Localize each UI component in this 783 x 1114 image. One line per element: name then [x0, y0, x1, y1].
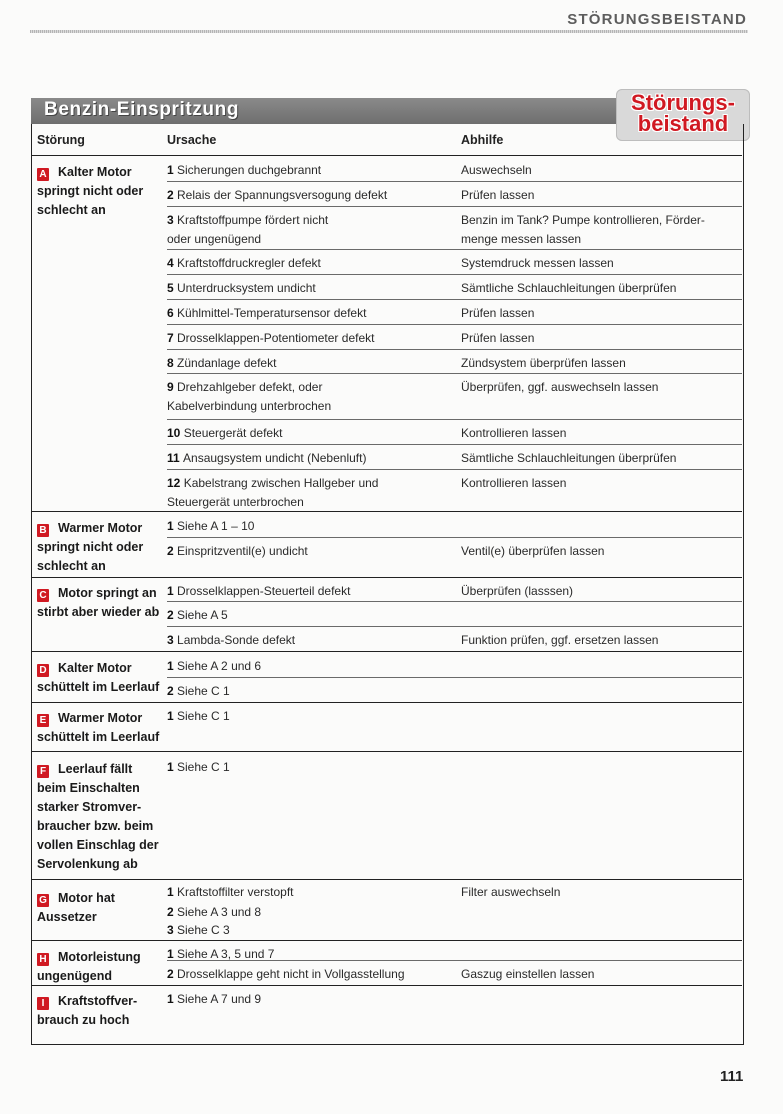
- cause-line: [167, 449, 442, 468]
- cause-cell: [167, 990, 442, 1009]
- fault-label-text: Warmer Motor: [58, 521, 143, 535]
- cause-number: 10: [167, 426, 184, 440]
- cause-line: [167, 474, 442, 493]
- row-divider: [167, 469, 742, 470]
- cause-text: Kraftstoffilter verstopft: [177, 885, 294, 899]
- fault-label: [37, 163, 165, 220]
- cause-number: 2: [167, 905, 178, 919]
- row-divider: [167, 373, 742, 374]
- cause-line: [167, 631, 442, 650]
- fix-cell: [461, 378, 739, 397]
- fault-label-line: [37, 201, 165, 220]
- fix-cell: [461, 254, 739, 273]
- fault-letter-badge: D: [37, 664, 49, 677]
- cause-cell: [167, 682, 442, 701]
- fix-cell: [461, 474, 739, 493]
- fix-cell: [461, 424, 739, 443]
- cause-text: Kabelstrang zwischen Hallgeber und: [183, 476, 379, 490]
- fault-label-text: ungenügend: [37, 969, 112, 983]
- fix-cell: [461, 279, 739, 298]
- section-title: STÖRUNGSBEISTAND: [559, 11, 747, 28]
- cause-cell: [167, 474, 442, 512]
- fix-line: Überprüfen (lasssen): [461, 584, 574, 598]
- cause-cell: [167, 161, 442, 180]
- fault-letter-badge: G: [37, 894, 49, 907]
- cause-line: [167, 424, 442, 443]
- fix-cell: [461, 161, 739, 180]
- fault-label-line: [37, 659, 165, 678]
- cause-number: 1: [167, 947, 178, 961]
- column-header-fix: Abhilfe: [461, 133, 504, 147]
- fault-label-line: [37, 603, 165, 622]
- cause-number: 1: [167, 659, 178, 673]
- fault-label-text: Motor springt an: [58, 586, 157, 600]
- cause-line: [167, 230, 442, 249]
- cause-cell: [167, 279, 442, 298]
- cause-line: [167, 921, 442, 940]
- fault-label-text: Motorleistung: [58, 950, 141, 964]
- fix-line: Überprüfen, ggf. auswechseln lassen: [461, 380, 659, 394]
- cause-line: [167, 945, 442, 964]
- fix-line: menge messen lassen: [461, 232, 582, 246]
- cause-line: [167, 161, 442, 180]
- fix-line: Funktion prüfen, ggf. ersetzen lassen: [461, 633, 659, 647]
- fix-line: Kontrollieren lassen: [461, 476, 567, 490]
- fault-label-line: [37, 1011, 165, 1030]
- fault-label-line: [37, 967, 165, 986]
- row-divider: [167, 206, 742, 207]
- fault-label-text: Kraftstoffver-: [58, 994, 138, 1008]
- fix-line: Prüfen lassen: [461, 188, 535, 202]
- fault-label-line: [37, 992, 165, 1011]
- cause-line: [167, 254, 442, 273]
- badge-line-2: beistand: [637, 111, 729, 136]
- cause-text: Steuergerät defekt: [183, 426, 283, 440]
- cause-line: [167, 707, 442, 726]
- fault-label-line: [37, 728, 165, 747]
- fix-line: Gaszug einstellen lassen: [461, 967, 595, 981]
- fault-label-text: Leerlauf fällt: [58, 762, 133, 776]
- fault-label-text: stirbt aber wieder ab: [37, 605, 160, 619]
- fault-label: [37, 760, 165, 874]
- cause-number: 7: [167, 331, 178, 345]
- cause-text: Siehe A 3 und 8: [177, 905, 262, 919]
- cause-cell: [167, 517, 442, 536]
- cause-number: 12: [167, 476, 184, 490]
- row-divider: [167, 274, 742, 275]
- cause-line: [167, 990, 442, 1009]
- cause-number: 3: [167, 213, 178, 227]
- cause-line: [167, 903, 442, 922]
- cause-text: Kühlmittel-Temperatursensor defekt: [177, 306, 367, 320]
- fault-label: [37, 659, 165, 697]
- fault-label-text: Warmer Motor: [58, 711, 143, 725]
- row-divider: [31, 155, 742, 156]
- row-divider: [31, 651, 742, 652]
- fault-letter-badge: E: [37, 714, 49, 727]
- cause-line: [167, 517, 442, 536]
- cause-text: Einspritzventil(e) undicht: [177, 544, 308, 558]
- fix-line: Filter auswechseln: [461, 885, 561, 899]
- fault-label-line: [37, 948, 165, 967]
- cause-line: [167, 682, 442, 701]
- row-divider: [31, 577, 742, 578]
- fix-line: Auswechseln: [461, 163, 532, 177]
- cause-cell: [167, 378, 442, 416]
- fault-label-line: [37, 760, 165, 779]
- fault-label-line: [37, 908, 165, 927]
- cause-line: [167, 329, 442, 348]
- cause-text: Sicherungen duchgebrannt: [177, 163, 322, 177]
- cause-cell: [167, 354, 442, 373]
- cause-number: 6: [167, 306, 178, 320]
- cause-number: 2: [167, 544, 178, 558]
- row-divider: [31, 702, 742, 703]
- fault-label-text: Motor hat: [58, 891, 115, 905]
- cause-text: oder ungenügend: [167, 232, 262, 246]
- cause-text: Drosselklappe geht nicht in Vollgasstellung: [177, 967, 405, 981]
- row-divider: [167, 677, 742, 678]
- cause-text: Kabelverbindung unterbrochen: [167, 399, 332, 413]
- cause-number: 1: [167, 519, 178, 533]
- banner-title: Benzin-Einspritzung: [44, 99, 240, 120]
- fault-letter-badge: B: [37, 524, 49, 537]
- cause-cell: [167, 657, 442, 676]
- cause-line: [167, 186, 442, 205]
- cause-cell: [167, 606, 442, 625]
- fix-line: Sämtliche Schlauchleitungen überprüfen: [461, 281, 677, 295]
- row-divider: [167, 299, 742, 300]
- fault-letter-badge: H: [37, 953, 49, 966]
- fix-cell: [461, 354, 739, 373]
- cause-text: Drehzahlgeber defekt, oder: [177, 380, 323, 394]
- fault-label-text: brauch zu hoch: [37, 1013, 130, 1027]
- cause-line: [167, 582, 442, 601]
- fix-cell: [461, 304, 739, 323]
- fault-label: [37, 889, 165, 927]
- fault-label-text: schüttelt im Leerlauf: [37, 730, 160, 744]
- fault-label: [37, 948, 165, 986]
- cause-cell: [167, 921, 442, 940]
- row-divider: [167, 444, 742, 445]
- fix-line: Kontrollieren lassen: [461, 426, 567, 440]
- cause-line: [167, 883, 442, 902]
- fault-label-line: [37, 538, 165, 557]
- fault-label-text: schüttelt im Leerlauf: [37, 680, 160, 694]
- cause-text: Ansaugsystem undicht (Nebenluft): [183, 451, 367, 465]
- fault-label-text: beim Einschalten: [37, 781, 140, 795]
- cause-cell: [167, 707, 442, 726]
- fix-line: Sämtliche Schlauchleitungen überprüfen: [461, 451, 677, 465]
- cause-cell: [167, 329, 442, 348]
- cause-cell: [167, 424, 442, 443]
- cause-number: 3: [167, 633, 178, 647]
- fault-label: [37, 992, 165, 1030]
- cause-number: 8: [167, 356, 178, 370]
- row-divider: [167, 626, 742, 627]
- fault-label-line: [37, 709, 165, 728]
- cause-number: 1: [167, 885, 178, 899]
- cause-text: Kraftstoffpumpe fördert nicht: [177, 213, 329, 227]
- cause-number: 1: [167, 163, 178, 177]
- fault-label-line: [37, 836, 165, 855]
- fault-letter-badge: F: [37, 765, 49, 778]
- fault-label-line: [37, 678, 165, 697]
- cause-number: 4: [167, 256, 178, 270]
- cause-number: 2: [167, 684, 178, 698]
- cause-text: Siehe A 1 – 10: [177, 519, 255, 533]
- fault-label-text: springt nicht oder: [37, 184, 144, 198]
- cause-cell: [167, 903, 442, 922]
- fault-label: [37, 584, 165, 622]
- fix-line: Zündsystem überprüfen lassen: [461, 356, 626, 370]
- fault-label-line: [37, 584, 165, 603]
- cause-text: Siehe A 2 und 6: [177, 659, 262, 673]
- cause-cell: [167, 304, 442, 323]
- cause-text: Drosselklappen-Steuerteil defekt: [177, 584, 351, 598]
- cause-number: 1: [167, 760, 178, 774]
- fault-label-text: vollen Einschlag der: [37, 838, 159, 852]
- column-header-fault: Störung: [37, 133, 85, 147]
- fault-label-line: [37, 817, 165, 836]
- cause-line: [167, 378, 442, 397]
- cause-line: [167, 758, 442, 777]
- cause-cell: [167, 883, 442, 902]
- cause-cell: [167, 211, 442, 249]
- row-divider: [167, 249, 742, 250]
- fix-cell: [461, 542, 739, 561]
- fix-cell: [461, 631, 739, 650]
- fault-label-text: braucher bzw. beim: [37, 819, 154, 833]
- cause-text: Relais der Spannungsversogung defekt: [177, 188, 388, 202]
- cause-number: 1: [167, 709, 178, 723]
- cause-line: [167, 304, 442, 323]
- fix-line: Prüfen lassen: [461, 306, 535, 320]
- cause-cell: [167, 631, 442, 650]
- cause-cell: [167, 542, 442, 561]
- row-divider: [167, 181, 742, 182]
- fix-cell: [461, 582, 739, 601]
- cause-line: [167, 493, 442, 512]
- cause-number: 2: [167, 608, 178, 622]
- fault-label-text: Servolenkung ab: [37, 857, 138, 871]
- fault-label-line: [37, 779, 165, 798]
- cause-text: Zündanlage defekt: [177, 356, 277, 370]
- cause-number: 2: [167, 188, 178, 202]
- fix-cell: [461, 329, 739, 348]
- fault-label-text: springt nicht oder: [37, 540, 144, 554]
- cause-text: Drosselklappen-Potentiometer defekt: [177, 331, 375, 345]
- cause-number: 3: [167, 923, 178, 937]
- fix-line: Benzin im Tank? Pumpe kontrollieren, Förder-: [461, 213, 705, 227]
- cause-number: 5: [167, 281, 178, 295]
- header-rule: [30, 30, 748, 33]
- row-divider: [167, 324, 742, 325]
- cause-cell: [167, 758, 442, 777]
- fix-cell: [461, 449, 739, 468]
- cause-text: Siehe A 7 und 9: [177, 992, 262, 1006]
- cause-number: 9: [167, 380, 178, 394]
- row-divider: [167, 419, 742, 420]
- fix-cell: [461, 186, 739, 205]
- row-divider: [167, 537, 742, 538]
- fault-label-line: [37, 519, 165, 538]
- fault-letter-badge: I: [37, 997, 49, 1010]
- cause-cell: [167, 186, 442, 205]
- fix-cell: [461, 965, 739, 984]
- badge-line-1: Störungs-: [631, 90, 735, 115]
- cause-cell: [167, 582, 442, 601]
- cause-text: Siehe A 3, 5 und 7: [177, 947, 275, 961]
- page-number: 111: [720, 1068, 744, 1085]
- row-divider: [167, 601, 742, 602]
- cause-cell: [167, 449, 442, 468]
- fix-line: Prüfen lassen: [461, 331, 535, 345]
- fault-label-text: Aussetzer: [37, 910, 97, 924]
- cause-cell: [167, 965, 442, 984]
- row-divider: [31, 879, 742, 880]
- fault-label-line: [37, 557, 165, 576]
- cause-text: Siehe C 3: [177, 923, 230, 937]
- fault-label-line: [37, 798, 165, 817]
- fault-letter-badge: A: [37, 168, 49, 181]
- fault-label-line: [37, 855, 165, 874]
- fault-label-text: schlecht an: [37, 559, 106, 573]
- cause-number: 2: [167, 967, 178, 981]
- cause-line: [167, 965, 442, 984]
- fault-label-line: [37, 163, 165, 182]
- fix-cell: [461, 211, 739, 249]
- fault-label-line: [37, 182, 165, 201]
- cause-line: [167, 279, 442, 298]
- fix-line: Ventil(e) überprüfen lassen: [461, 544, 605, 558]
- cause-text: Steuergerät unterbrochen: [167, 495, 304, 509]
- cause-text: Lambda-Sonde defekt: [177, 633, 296, 647]
- cause-text: Unterdrucksystem undicht: [177, 281, 316, 295]
- cause-line: [167, 606, 442, 625]
- fault-label: [37, 709, 165, 747]
- cause-line: [167, 397, 442, 416]
- fault-label-text: starker Stromver-: [37, 800, 142, 814]
- cause-number: 1: [167, 992, 178, 1006]
- cause-cell: [167, 945, 442, 964]
- cause-text: Siehe C 1: [177, 684, 230, 698]
- cause-number: 1: [167, 584, 178, 598]
- fault-label: [37, 519, 165, 576]
- row-divider: [31, 940, 742, 941]
- fix-line: Systemdruck messen lassen: [461, 256, 614, 270]
- cause-text: Siehe A 5: [177, 608, 228, 622]
- fault-label-line: [37, 889, 165, 908]
- fault-label-text: Kalter Motor: [58, 661, 132, 675]
- cause-cell: [167, 254, 442, 273]
- row-divider: [167, 349, 742, 350]
- cause-line: [167, 354, 442, 373]
- fix-cell: [461, 883, 739, 902]
- cause-line: [167, 657, 442, 676]
- fault-label-text: schlecht an: [37, 203, 106, 217]
- cause-line: [167, 542, 442, 561]
- cause-number: 11: [167, 451, 184, 465]
- cause-line: [167, 211, 442, 230]
- column-header-cause: Ursache: [167, 133, 217, 147]
- row-divider: [31, 751, 742, 752]
- cause-text: Kraftstoffdruckregler defekt: [177, 256, 321, 270]
- cause-text: Siehe C 1: [177, 709, 230, 723]
- fault-label-text: Kalter Motor: [58, 165, 132, 179]
- fault-letter-badge: C: [37, 589, 49, 602]
- cause-text: Siehe C 1: [177, 760, 230, 774]
